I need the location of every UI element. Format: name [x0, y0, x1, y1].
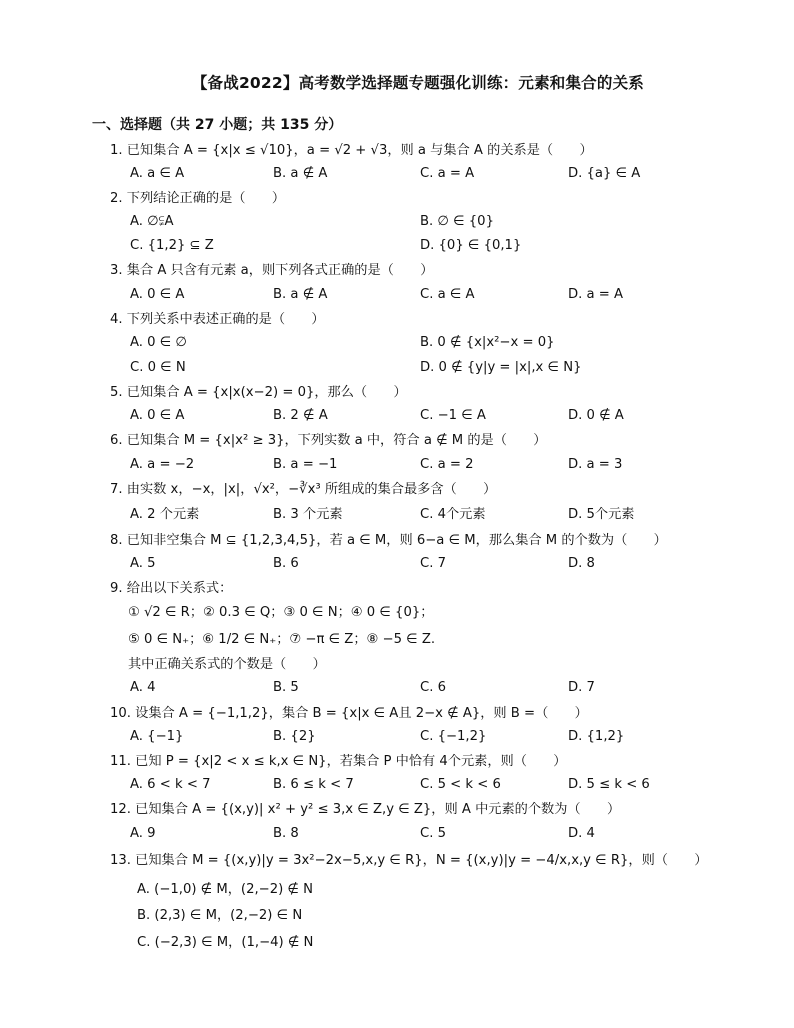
question-stem: 5. 已知集合 A = {x|x(x−2) = 0}，那么（ ）: [110, 385, 407, 400]
option-c[interactable]: C. a = 2: [420, 457, 474, 472]
option-a[interactable]: A. 0 ∈ ∅: [130, 335, 187, 350]
option-b[interactable]: B. 6: [273, 556, 299, 571]
question-stem: 11. 已知 P = {x|2 < x ≤ k,x ∈ N}，若集合 P 中恰有 4个元素，则（ ）: [110, 754, 567, 769]
option-b[interactable]: B. 5: [273, 680, 299, 695]
option-d[interactable]: D. {0} ∈ {0,1}: [420, 238, 522, 253]
question-stem: 9. 给出以下关系式：: [110, 581, 233, 596]
question-stem: 3. 集合 A 只含有元素 a，则下列各式正确的是（ ）: [110, 263, 434, 278]
option-b[interactable]: B. 3 个元素: [273, 507, 343, 522]
option-c[interactable]: C. 7: [420, 556, 446, 571]
option-c[interactable]: C. −1 ∈ A: [420, 408, 486, 423]
question-stem: 1. 已知集合 A = {x|x ≤ √10}，a = √2 + √3，则 a 与集合 A 的关系是（ ）: [110, 143, 593, 158]
option-d[interactable]: D. 4: [568, 826, 595, 841]
option-b[interactable]: B. 0 ∉ {x|x²−x = 0}: [420, 335, 555, 350]
option-b[interactable]: B. 2 ∉ A: [273, 408, 328, 423]
question-stem: 8. 已知非空集合 M ⊆ {1,2,3,4,5}，若 a ∈ M，则 6−a ∈ M，那么集合 M 的个数为（ ）: [110, 533, 667, 548]
option-c[interactable]: C. 0 ∈ N: [130, 360, 186, 375]
option-d[interactable]: D. 0 ∉ {y|y = |x|,x ∈ N}: [420, 360, 582, 375]
question-stem: 13. 已知集合 M = {(x,y)|y = 3x²−2x−5,x,y ∈ R}，N = {(x,y)|y = −4/x,x,y ∈ R}，则（ ）: [110, 853, 708, 868]
option-c[interactable]: C. (−2,3) ∈ M，(1,−4) ∉ N: [137, 935, 314, 950]
option-a[interactable]: A. (−1,0) ∉ M，(2,−2) ∉ N: [137, 882, 313, 897]
question-stem: 4. 下列关系中表述正确的是（ ）: [110, 312, 325, 327]
question-prompt: 其中正确关系式的个数是（ ）: [128, 657, 326, 672]
option-a[interactable]: A. a ∈ A: [130, 166, 185, 181]
option-c[interactable]: C. {1,2} ⊆ Z: [130, 238, 214, 253]
option-b[interactable]: B. a ∉ A: [273, 287, 328, 302]
option-a[interactable]: A. 5: [130, 556, 156, 571]
option-a[interactable]: A. {−1}: [130, 729, 184, 744]
option-a[interactable]: A. 0 ∈ A: [130, 408, 185, 423]
option-b[interactable]: B. 6 ≤ k < 7: [273, 777, 354, 792]
option-a[interactable]: A. 2 个元素: [130, 507, 200, 522]
question-stem: 6. 已知集合 M = {x|x² ≥ 3}，下列实数 a 中，符合 a ∉ M 的是（ ）: [110, 433, 547, 448]
relation-list: ⑤ 0 ∈ N₊；⑥ 1/2 ∈ N₊；⑦ −π ∈ Z；⑧ −5 ∈ Z.: [128, 632, 436, 647]
option-b[interactable]: B. {2}: [273, 729, 316, 744]
question-stem: 10. 设集合 A = {−1,1,2}，集合 B = {x|x ∈ A且 2−x ∉ A}，则 B =（ ）: [110, 706, 588, 721]
option-a[interactable]: A. 0 ∈ A: [130, 287, 185, 302]
option-c[interactable]: C. a ∈ A: [420, 287, 475, 302]
option-a[interactable]: A. 9: [130, 826, 156, 841]
section-heading: 一、选择题（共 27 小题；共 135 分）: [92, 117, 343, 133]
relation-list: ① √2 ∈ R；② 0.3 ∈ Q；③ 0 ∈ N；④ 0 ∈ {0}；: [128, 605, 434, 620]
question-stem: 12. 已知集合 A = {(x,y)| x² + y² ≤ 3,x ∈ Z,y ∈ Z}，则 A 中元素的个数为（ ）: [110, 802, 621, 817]
option-d[interactable]: D. 7: [568, 680, 595, 695]
option-d[interactable]: D. 0 ∉ A: [568, 408, 624, 423]
option-d[interactable]: D. a = 3: [568, 457, 623, 472]
option-b[interactable]: B. ∅ ∈ {0}: [420, 214, 494, 229]
option-a[interactable]: A. 4: [130, 680, 156, 695]
option-b[interactable]: B. a ∉ A: [273, 166, 328, 181]
question-stem: 2. 下列结论正确的是（ ）: [110, 191, 286, 206]
option-a[interactable]: A. 6 < k < 7: [130, 777, 211, 792]
option-b[interactable]: B. a = −1: [273, 457, 338, 472]
question-stem: 7. 由实数 x，−x，|x|，√x²，−∛x³ 所组成的集合最多含（ ）: [110, 482, 497, 497]
option-c[interactable]: C. 4个元素: [420, 507, 486, 522]
option-a[interactable]: A. ∅⫋A: [130, 214, 174, 229]
option-d[interactable]: D. 8: [568, 556, 595, 571]
option-d[interactable]: D. 5个元素: [568, 507, 635, 522]
option-b[interactable]: B. 8: [273, 826, 299, 841]
option-d[interactable]: D. a = A: [568, 287, 624, 302]
option-c[interactable]: C. 5 < k < 6: [420, 777, 501, 792]
option-c[interactable]: C. 6: [420, 680, 446, 695]
option-d[interactable]: D. {a} ∈ A: [568, 166, 641, 181]
option-a[interactable]: A. a = −2: [130, 457, 195, 472]
option-c[interactable]: C. {−1,2}: [420, 729, 487, 744]
option-b[interactable]: B. (2,3) ∈ M，(2,−2) ∈ N: [137, 908, 303, 923]
option-c[interactable]: C. 5: [420, 826, 446, 841]
option-d[interactable]: D. {1,2}: [568, 729, 625, 744]
option-c[interactable]: C. a = A: [420, 166, 475, 181]
page-title: 【备战2022】高考数学选择题专题强化训练：元素和集合的关系: [191, 74, 644, 92]
option-d[interactable]: D. 5 ≤ k < 6: [568, 777, 650, 792]
